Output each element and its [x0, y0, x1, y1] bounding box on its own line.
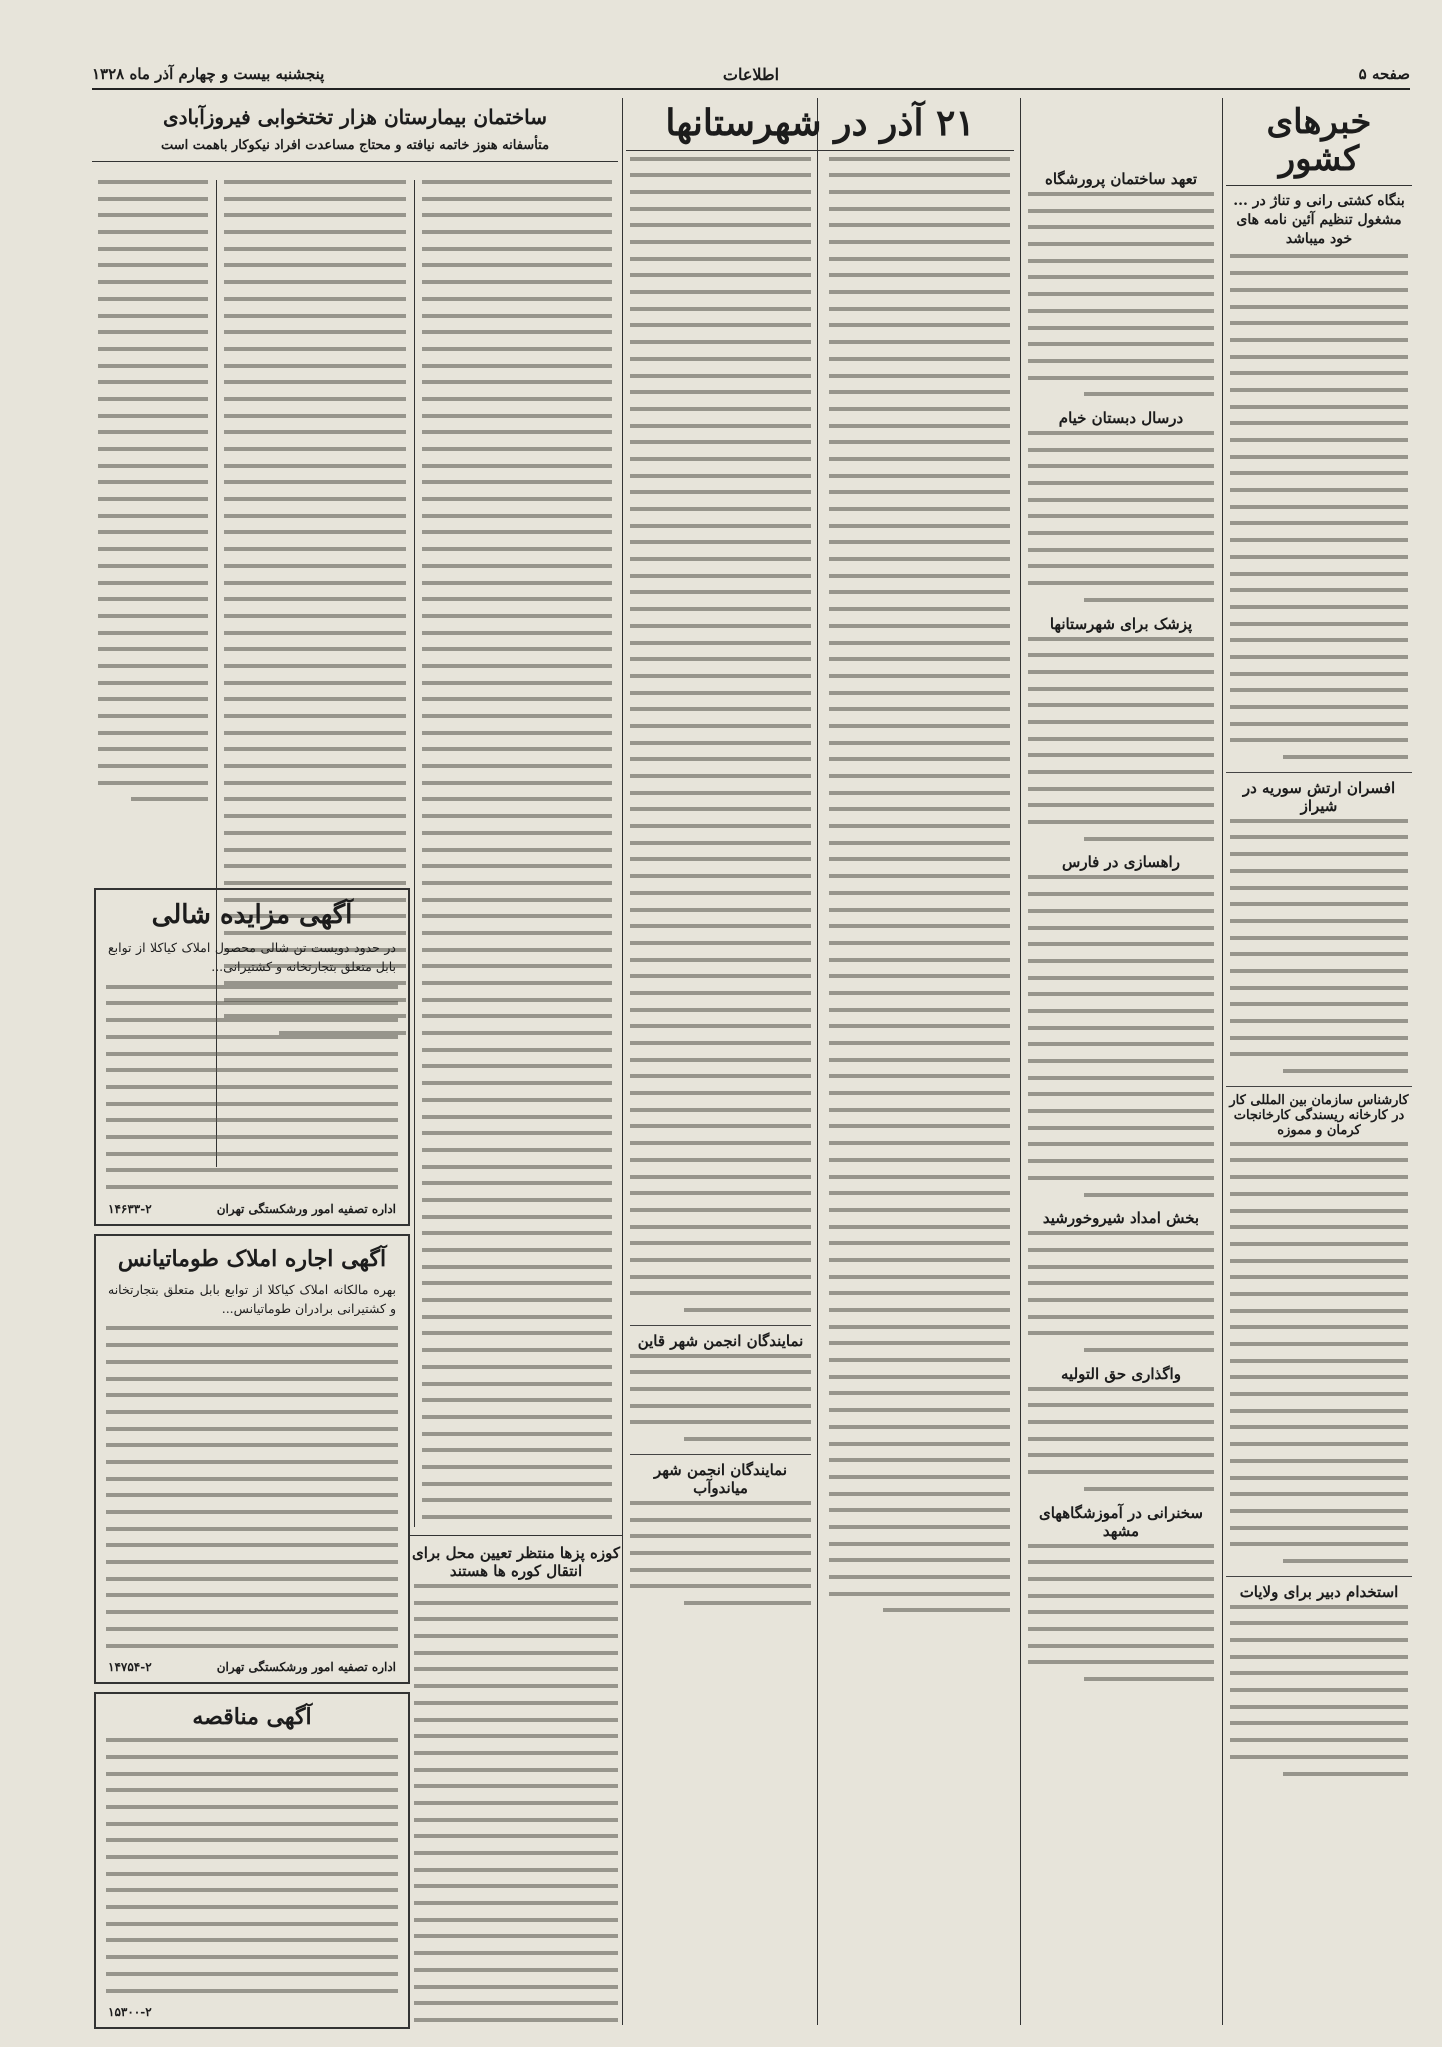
story-headline: بنگاه کشتی رانی و تناژ در ... مشغول تنظیم آئین نامه های خود میباشد	[1233, 192, 1405, 247]
ad-signature: اداره تصفیه امور ورشکستگی تهران	[216, 1201, 396, 1216]
column-rule	[622, 98, 623, 2025]
ad-signature: اداره تصفیه امور ورشکستگی تهران	[216, 1660, 396, 1675]
story-body	[1226, 254, 1412, 759]
ad-title: آگهی اجاره املاک طوماتیانس	[117, 1245, 387, 1272]
masthead	[92, 60, 1410, 90]
story-body	[1024, 170, 1218, 1681]
hospital-body-col	[94, 180, 212, 817]
hospital-body-col	[418, 180, 616, 1527]
story-headline: پزشک برای شهرستانها	[1049, 614, 1193, 633]
story-headline: بخش امداد شیروخورشید	[1042, 1209, 1200, 1228]
headline: ۲۱ آذر در شهرستانها	[665, 102, 975, 144]
section-title: خبرهای کشور	[1266, 102, 1372, 180]
story-body	[1226, 1142, 1412, 1563]
column-rule	[1222, 98, 1223, 2025]
ads-column	[92, 880, 412, 2037]
ad-title: آگهی مناقصه	[192, 1704, 312, 1731]
kuzeh-story	[410, 1535, 622, 2026]
story-headline: نمایندگان انجمن شهر قاین	[637, 1331, 804, 1350]
column-short-news	[1024, 98, 1218, 2025]
story-body	[1226, 1605, 1412, 1776]
ad-text: بهره مالکانه املاک کیاکلا از توابع بابل متعلق بتجارتخانه و کشتیرانی برادران طوماتیانس...	[108, 1281, 396, 1317]
story-headline: نمایندگان انجمن شهر میاندوآب	[653, 1460, 788, 1497]
story-headline: کارشناس سازمان بین المللی کار در کارخانه ریسندگی کارخانجات کرمان و مموزه	[1229, 1092, 1409, 1138]
column-21-azar	[626, 98, 1014, 2025]
story-body	[1226, 819, 1412, 1073]
ad-auction-rice	[94, 888, 410, 1226]
headline: ساختمان بیمارستان هزار تختخوابی فیروزآبادی	[162, 105, 547, 129]
story-headline: استخدام دبیر برای ولایات	[1239, 1582, 1399, 1601]
hospital-story	[92, 98, 618, 168]
story-headline: سخنرانی در آموزشگاههای مشهد	[1038, 1503, 1204, 1540]
story-headline: درسال دبستان خیام	[1058, 408, 1184, 427]
ad-title: آگهی مزایده شالی	[151, 900, 353, 930]
ad-code: ۱۴۷۵۴-۲	[108, 1660, 152, 1675]
story-headline: واگذاری حق التولیه	[1061, 1364, 1181, 1383]
paper-name: اطلاعات	[722, 64, 780, 84]
column-news-of-country	[1226, 98, 1412, 2025]
column-rule	[414, 180, 415, 1527]
date-line: پنجشنبه بیست و چهارم آذر ماه ۱۳۲۸	[92, 65, 325, 83]
page-label: صفحه ۵	[1358, 65, 1410, 83]
ad-code: ۱۵۳۰۰-۲	[108, 2005, 152, 2020]
story-headline: تعهد ساختمان پرورشگاه	[1044, 170, 1198, 188]
ad-text: در حدود دویست تن شالی محصول املاک کیاکلا از توابع بابل متعلق بتجارتخانه و کشتیرانی...	[108, 940, 396, 975]
story-headline: افسران ارتش سوریه در شیراز	[1242, 778, 1396, 815]
ad-tender	[94, 1692, 410, 2029]
story-body	[626, 157, 815, 1626]
ad-lease-tomanians	[94, 1234, 410, 1685]
column-rule	[1020, 98, 1021, 2025]
story-body	[825, 157, 1014, 1626]
headline: کوزه پزها منتظر تعیین محل برای انتقال کوره ها هستند	[411, 1544, 621, 1580]
subheadline: متأسفانه هنوز خاتمه نیافته و محتاج مساعدت افراد نیکوکار باهمت است	[160, 138, 550, 153]
ad-code: ۱۴۶۳۳-۲	[108, 1201, 152, 1216]
story-headline: راهسازی در فارس	[1062, 853, 1180, 872]
